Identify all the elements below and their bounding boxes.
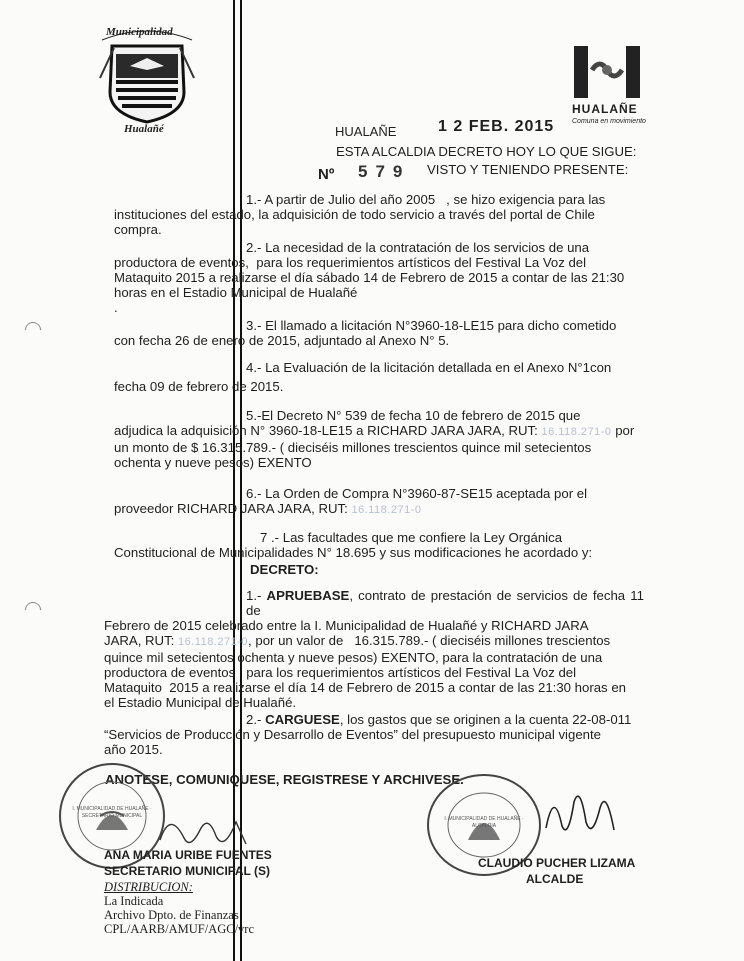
brand-tagline: Comuna en movimiento bbox=[572, 118, 646, 125]
decreto-heading: DECRETO: bbox=[250, 562, 319, 577]
visto-1: 1.- A partir de Julio del año 2005 , se hizo exigencia para las instituciones del estado, la adquisición de todo servicio a través del portal de Chile compra. bbox=[114, 192, 606, 237]
distribution-item: Archivo Dpto. de Finanzas bbox=[104, 908, 239, 922]
visto-4: 4.- La Evaluación de la licitación detallada en el Anexo N°1con fecha 09 de febrero de 2015. bbox=[114, 360, 612, 394]
place-name: HUALAÑE bbox=[335, 124, 397, 139]
mayor-name: CLAUDIO PUCHER LIZAMA bbox=[478, 856, 636, 870]
distribution-item: CPL/AARB/AMUF/AGC/vrc bbox=[104, 922, 255, 936]
stamp-left-text: I. MUNICIPALIDAD DE HUALAÑE · SECRETARIO MUNICIPAL bbox=[72, 806, 152, 819]
crest-bottom-text: Hualañé bbox=[124, 123, 164, 135]
distribution-block bbox=[104, 880, 254, 936]
redacted-rut: 16.118.271-0 bbox=[351, 504, 422, 516]
decree-number: 579 bbox=[358, 162, 411, 181]
brand-name: HUALAÑE bbox=[572, 102, 638, 116]
visto-6: 6.- La Orden de Compra N°3960-87-SE15 aceptada por el proveedor RICHARD JARA JARA, RUT: 16.118.271-0 bbox=[114, 486, 588, 516]
visto-7: 7 .- Las facultades que me confiere la Ley Orgánica Constitucional de Municipalidades N° 18.695 y sus modificaciones he acordado y: bbox=[114, 530, 593, 560]
crest-top-text: Municipalidad bbox=[106, 26, 173, 38]
decree-date-stamp: 1 2 FEB. 2015 bbox=[438, 118, 555, 135]
decree-intro: ESTA ALCALDIA DECRETO HOY LO QUE SIGUE: bbox=[336, 144, 637, 159]
binder-hole-top bbox=[22, 319, 45, 342]
mayor-signature bbox=[540, 778, 630, 853]
secretary-name: ANA MARIA URIBE FUENTES bbox=[104, 848, 272, 862]
visto-2: 2.- La necesidad de la contratación de los servicios de una productora de eventos, para los requerimientos artísticos del Festival La Voz del Mataquito 2015 a realizarse el día sábado 14 de Febrero de 2015 a contar de las 21:30 horas en el Estadio Municipal de Hualañé . bbox=[114, 240, 625, 315]
distribution-item: La Indicada bbox=[104, 894, 164, 908]
resuelve-1: 1.- APRUEBASE, contrato de prestación de servicios de fecha 11 de Febrero de 2015 celebrado entre la I. Municipalidad de Hualañé y RICHARD JARA JARA, RUT: 16.118.271-0, por un valor de 16.315.789.- ( dieciséis millones trescientos quince mil setecientos ochenta y nueve pesos) EXENTO, para la contratación de una productora de eventos para los requerimientos artísticos del Festival La Voz del Mataquito 2015 a realizarse el día 14 de Febrero de 2015 a contar de las 21:30 horas en el Estadio Municipal de Hualañé. bbox=[104, 588, 648, 710]
stamp-right-text: I. MUNICIPALIDAD DE HUALAÑE · ALCALDIA bbox=[444, 816, 524, 829]
visto-5: 5.-El Decreto N° 539 de fecha 10 de febrero de 2015 que adjudica la adquisición N° 3960-18-LE15 a RICHARD JARA JARA, RUT: 16.118.271-0 por un monto de $ 16.315.789.- ( dieciséis millones trescientos quince mil setecientos ochenta y nueve pesos) EXENTO bbox=[114, 408, 635, 470]
hualane-brand-logo bbox=[568, 44, 648, 134]
redacted-rut: 16.118.271-0 bbox=[541, 426, 612, 438]
visto-heading: VISTO Y TENIENDO PRESENTE: bbox=[427, 162, 629, 177]
redacted-rut: 16.118.271-0 bbox=[178, 636, 249, 648]
binder-hole-bottom bbox=[22, 599, 45, 622]
visto-3: 3.- El llamado a licitación N°3960-18-LE15 para dicho cometido con fecha 26 de enero de 2015, adjuntado al Anexo N° 5. bbox=[114, 318, 617, 348]
decree-number-prefix: Nº bbox=[318, 166, 335, 183]
resuelve-2: 2.- CARGUESE, los gastos que se originen a la cuenta 22-08-011 “Servicios de Producción y Desarrollo de Eventos” del presupuesto municipal vigente año 2015. bbox=[104, 712, 632, 757]
municipal-crest-logo bbox=[92, 22, 202, 140]
distribution-heading: DISTRIBUCION: bbox=[104, 880, 193, 894]
mayor-title: ALCALDE bbox=[526, 872, 584, 886]
secretary-title: SECRETARIO MUNICIPAL (S) bbox=[104, 864, 271, 878]
closing-formula: ANOTESE, COMUNIQUESE, REGISTRESE Y ARCHIVESE. bbox=[105, 772, 464, 787]
